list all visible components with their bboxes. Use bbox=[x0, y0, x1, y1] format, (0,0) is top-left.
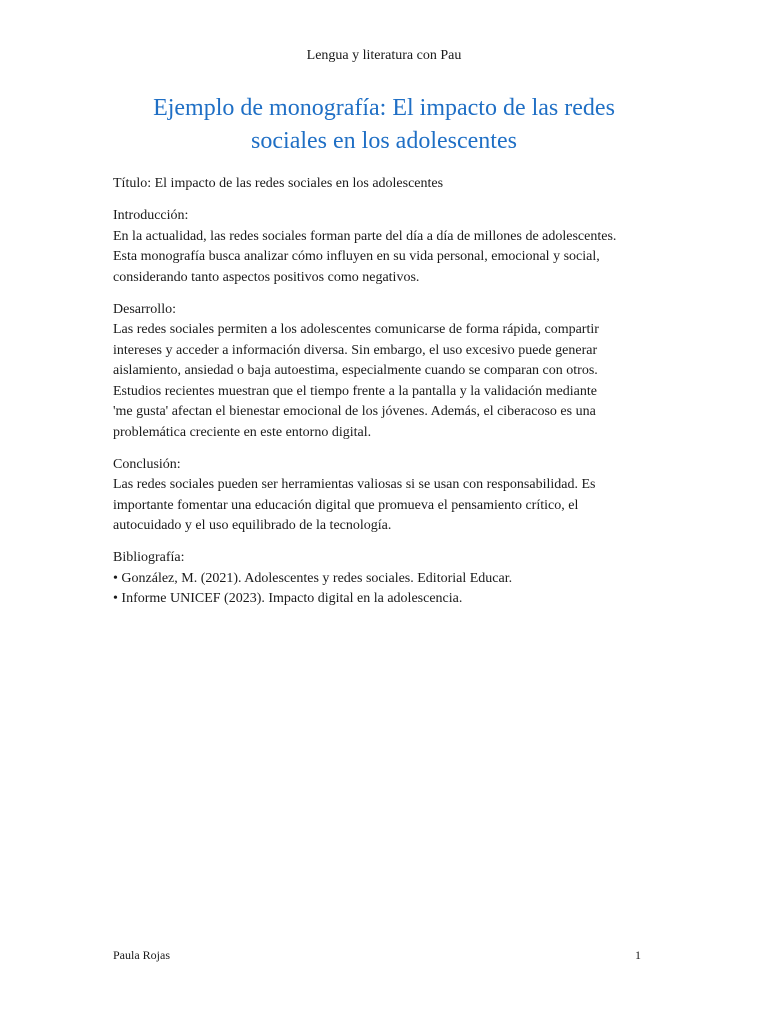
footer-author: Paula Rojas bbox=[113, 948, 170, 962]
conclusion-heading: Conclusión: bbox=[113, 456, 181, 472]
bullet-icon: • bbox=[113, 591, 118, 606]
footer-page-number: 1 bbox=[635, 948, 641, 962]
document-title-line-1: Ejemplo de monografía: El impacto de las redes bbox=[153, 95, 615, 121]
desarrollo-line: problemática creciente en este entorno digital. bbox=[113, 424, 372, 440]
bullet-icon: • bbox=[113, 570, 118, 586]
desarrollo-heading: Desarrollo: bbox=[113, 301, 176, 317]
introduccion-line: considerando tanto aspectos positivos como negativos. bbox=[113, 269, 420, 285]
conclusion-line: importante fomentar una educación digital que promueva el pensamiento crítico, el bbox=[113, 497, 579, 513]
desarrollo-section bbox=[113, 300, 658, 444]
bibliografia-heading: Bibliografía: bbox=[113, 550, 185, 565]
introduccion-section bbox=[113, 206, 658, 288]
bibliography-list bbox=[113, 569, 658, 610]
desarrollo-line: Estudios recientes muestran que el tiempo frente a la pantalla y la validación mediante bbox=[113, 383, 597, 399]
desarrollo-line: 'me gusta' afectan el bienestar emocional de los jóvenes. Además, el ciberacoso es una bbox=[113, 404, 596, 419]
document-body bbox=[113, 174, 658, 621]
desarrollo-line: intereses y acceder a información diversa. Sin embargo, el uso excesivo puede generar bbox=[113, 342, 598, 358]
bibliografia-section bbox=[113, 548, 658, 610]
bibliography-item-text: González, M. (2021). Adolescentes y redes sociales. Editorial Educar. bbox=[121, 570, 513, 586]
bibliography-item bbox=[113, 569, 658, 590]
conclusion-section bbox=[113, 455, 658, 537]
titulo-line: Título: El impacto de las redes sociales en los adolescentes bbox=[113, 176, 444, 191]
bibliography-item bbox=[113, 589, 658, 610]
document-title bbox=[113, 92, 655, 158]
document-title-line-2: sociales en los adolescentes bbox=[251, 128, 517, 154]
conclusion-line: autocuidado y el uso equilibrado de la tecnología. bbox=[113, 518, 392, 533]
desarrollo-line: aislamiento, ansiedad o baja autoestima, especialmente cuando se comparan con otros. bbox=[113, 363, 598, 378]
desarrollo-line: Las redes sociales permiten a los adolescentes comunicarse de forma rápida, compartir bbox=[113, 322, 599, 337]
conclusion-line: Las redes sociales pueden ser herramientas valiosas si se usan con responsabilidad. Es bbox=[113, 477, 596, 492]
introduccion-heading: Introducción: bbox=[113, 208, 189, 223]
page-header: Lengua y literatura con Pau bbox=[306, 48, 462, 63]
introduccion-line: Esta monografía busca analizar cómo influyen en su vida personal, emocional y social, bbox=[113, 249, 600, 264]
introduccion-line: En la actualidad, las redes sociales forman parte del día a día de millones de adolescentes. bbox=[113, 228, 617, 244]
titulo-section bbox=[113, 174, 658, 195]
bibliography-item-text: Informe UNICEF (2023). Impacto digital en la adolescencia. bbox=[121, 591, 463, 606]
